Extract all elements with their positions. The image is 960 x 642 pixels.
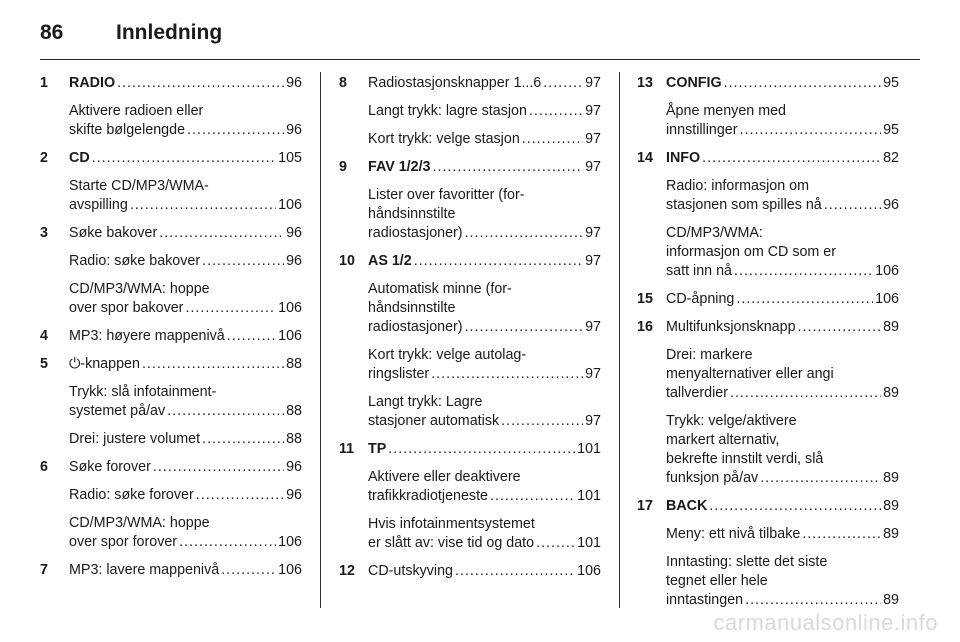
- subentry-page: 97: [585, 225, 601, 241]
- subentry-line: markert alternativ,: [666, 432, 780, 448]
- subentry-text: Langt trykk: lagre stasjon: [368, 103, 527, 119]
- entry-label: Søke forover: [69, 459, 151, 475]
- entry-number: 3: [40, 225, 48, 241]
- entry-number: 6: [40, 459, 48, 475]
- subentry-line: bekrefte innstilt verdi, slå: [666, 451, 824, 467]
- subentry-text: funksjon på/av: [666, 470, 759, 486]
- leader-dots: [196, 486, 284, 505]
- subentry-line: Langt trykk: Lagre: [368, 394, 483, 410]
- subentry-line: Lister over favoritter (for-: [368, 187, 525, 203]
- subentry-text: over spor bakover: [69, 300, 184, 316]
- subentry-page: 95: [883, 122, 899, 138]
- subentry-line: Trykk: velge/aktivere: [666, 413, 797, 429]
- subentry-page: 89: [883, 592, 899, 608]
- index-subentry: [339, 515, 601, 553]
- entry-body: [69, 458, 302, 477]
- subentry-page: 97: [585, 131, 601, 147]
- entry-body: [69, 224, 302, 243]
- subentry-text: avspilling: [69, 197, 128, 213]
- subentry-page: 88: [286, 403, 302, 419]
- entry-line: [69, 74, 302, 93]
- index-subentry: [637, 346, 899, 403]
- subentry-page: 89: [883, 526, 899, 542]
- index-subentry: [339, 130, 601, 149]
- entry-label: CD-åpning: [666, 291, 735, 307]
- subentry-text: er slått av: vise tid og dato: [368, 535, 535, 551]
- index-entry: [339, 440, 601, 459]
- leader-dots: [543, 74, 583, 93]
- entry-number: 10: [339, 253, 355, 269]
- entry-label: MP3: lavere mappenivå: [69, 562, 220, 578]
- leader-dots: [117, 74, 284, 93]
- index-subentry: [339, 468, 601, 506]
- subentry-last-line: [666, 262, 899, 281]
- subentry-last-line: [368, 318, 601, 337]
- entry-number: 11: [339, 441, 355, 457]
- subentry-line: Åpne menyen med: [666, 103, 787, 119]
- subentry-last-line: [69, 252, 302, 271]
- subentry-line: Hvis infotainmentsystemet: [368, 516, 535, 532]
- entry-number: 1: [40, 75, 48, 91]
- subentry-text: inntastingen: [666, 592, 744, 608]
- leader-dots: [187, 121, 284, 140]
- subentry-text: stasjoner automatisk: [368, 413, 500, 429]
- page-title: Innledning: [116, 21, 223, 44]
- entry-label: Multifunksjonsknapp: [666, 319, 796, 335]
- entry-line: [69, 327, 302, 346]
- subentry-last-line: [666, 121, 899, 140]
- subentry-last-line: [69, 430, 302, 449]
- entry-line: [666, 318, 899, 337]
- entry-label: TP: [368, 441, 387, 457]
- entry-label: BACK: [666, 498, 708, 514]
- subentry-last-line: [368, 130, 601, 149]
- entry-page: 88: [286, 356, 302, 372]
- leader-dots: [202, 430, 284, 449]
- subentry-line: informasjon om CD som er: [666, 244, 837, 260]
- subentry-text: radiostasjoner): [368, 225, 463, 241]
- entry-line: [69, 561, 302, 580]
- column-divider: [619, 72, 620, 608]
- index-subentry: [637, 224, 899, 281]
- index-subentry: [339, 102, 601, 121]
- subentry-page: 96: [883, 197, 899, 213]
- subentry-last-line: [368, 365, 601, 384]
- entry-line: [666, 497, 899, 516]
- leader-dots: [709, 497, 881, 516]
- page-number: 86: [40, 21, 64, 44]
- column-divider: [320, 72, 321, 608]
- entry-page: 96: [286, 225, 302, 241]
- subentry-last-line: [666, 591, 899, 610]
- index-subentry: [339, 393, 601, 431]
- index-subentry: [40, 486, 302, 505]
- subentry-last-line: [368, 102, 601, 121]
- entry-body: [666, 149, 899, 168]
- entry-line: [69, 224, 302, 243]
- entry-page: 106: [278, 328, 302, 344]
- subentry-last-line: [69, 533, 302, 552]
- leader-dots: [153, 458, 284, 477]
- entry-line: [666, 149, 899, 168]
- entry-line: [666, 290, 899, 309]
- leader-dots: [159, 224, 284, 243]
- subentry-page: 97: [585, 366, 601, 382]
- leader-dots: [167, 402, 284, 421]
- subentry-line: Aktivere radioen eller: [69, 103, 204, 119]
- subentry-text: Meny: ett nivå tilbake: [666, 526, 801, 542]
- leader-dots: [824, 196, 881, 215]
- entry-body: [69, 327, 302, 346]
- entry-number: 7: [40, 562, 48, 578]
- entry-body: [69, 355, 302, 374]
- subentry-last-line: [69, 299, 302, 318]
- leader-dots: [760, 469, 881, 488]
- subentry-text: Kort trykk: velge stasjon: [368, 131, 520, 147]
- index-column-3: [637, 74, 899, 610]
- index-column-2: [339, 74, 601, 581]
- leader-dots: [522, 130, 583, 149]
- entry-page: 96: [286, 75, 302, 91]
- leader-dots: [501, 412, 583, 431]
- subentry-last-line: [69, 402, 302, 421]
- index-entry: [40, 327, 302, 346]
- subentry-last-line: [666, 469, 899, 488]
- subentry-line: Radio: informasjon om: [666, 178, 810, 194]
- subentry-text: skifte bølgelengde: [69, 122, 186, 138]
- entry-body: [69, 74, 302, 93]
- subentry-last-line: [368, 534, 601, 553]
- entry-line: [69, 149, 302, 168]
- subentry-line: Inntasting: slette det siste: [666, 554, 828, 570]
- leader-dots: [455, 562, 575, 581]
- entry-label: Søke bakover: [69, 225, 158, 241]
- index-entry: [40, 561, 302, 580]
- entry-body: [666, 497, 899, 516]
- entry-line: [368, 74, 601, 93]
- entry-body: [368, 252, 601, 271]
- subentry-line: håndsinnstilte: [368, 300, 456, 316]
- entry-body: [368, 74, 601, 93]
- index-subentry: [40, 430, 302, 449]
- leader-dots: [730, 384, 881, 403]
- subentry-page: 97: [585, 103, 601, 119]
- entry-label: FAV 1/2/3: [368, 159, 431, 175]
- index-subentry: [339, 346, 601, 384]
- subentry-page: 96: [286, 253, 302, 269]
- entry-label: CD: [69, 150, 90, 166]
- subentry-last-line: [69, 121, 302, 140]
- entry-number: 5: [40, 356, 48, 372]
- subentry-last-line: [368, 224, 601, 243]
- index-entry: [339, 74, 601, 93]
- index-subentry: [40, 514, 302, 552]
- subentry-text: Drei: justere volumet: [69, 431, 201, 447]
- subentry-last-line: [666, 196, 899, 215]
- entry-line: [368, 158, 601, 177]
- entry-body: [666, 74, 899, 93]
- leader-dots: [536, 534, 575, 553]
- leader-dots: [179, 533, 276, 552]
- leader-dots: [433, 158, 584, 177]
- subentry-page: 89: [883, 385, 899, 401]
- subentry-page: 106: [278, 197, 302, 213]
- index-entry: [637, 74, 899, 93]
- leader-dots: [734, 262, 873, 281]
- subentry-line: Drei: markere: [666, 347, 753, 363]
- subentry-line: CD/MP3/WMA: hoppe: [69, 281, 210, 297]
- subentry-line: Aktivere eller deaktivere: [368, 469, 521, 485]
- leader-dots: [529, 102, 583, 121]
- leader-dots: [465, 224, 584, 243]
- subentry-line: menyalternativer eller angi: [666, 366, 834, 382]
- entry-label: Radiostasjonsknapper 1...6: [368, 75, 542, 91]
- subentry-text: trafikkradiotjeneste: [368, 488, 488, 504]
- entry-body: [666, 290, 899, 309]
- entry-label: AS 1/2: [368, 253, 412, 269]
- leader-dots: [465, 318, 584, 337]
- entry-label: RADIO: [69, 75, 116, 91]
- subentry-text: ringslister: [368, 366, 430, 382]
- index-subentry: [40, 177, 302, 215]
- index-subentry: [339, 186, 601, 243]
- subentry-line: håndsinnstilte: [368, 206, 456, 222]
- entry-label: INFO: [666, 150, 701, 166]
- index-subentry: [637, 412, 899, 488]
- entry-body: [69, 149, 302, 168]
- leader-dots: [92, 149, 276, 168]
- subentry-page: 101: [577, 535, 601, 551]
- subentry-text: Radio: søke bakover: [69, 253, 201, 269]
- index-entry: [40, 355, 302, 374]
- index-subentry: [339, 280, 601, 337]
- header-rule: [40, 59, 920, 60]
- subentry-page: 88: [286, 431, 302, 447]
- subentry-text: stasjonen som spilles nå: [666, 197, 822, 213]
- entry-number: 12: [339, 563, 355, 579]
- subentry-page: 97: [585, 319, 601, 335]
- subentry-line: Starte CD/MP3/WMA-: [69, 178, 209, 194]
- subentry-page: 106: [875, 263, 899, 279]
- subentry-page: 97: [585, 413, 601, 429]
- subentry-line: tegnet eller hele: [666, 573, 768, 589]
- index-entry: [339, 252, 601, 271]
- index-subentry: [40, 252, 302, 271]
- subentry-last-line: [69, 196, 302, 215]
- subentry-page: 106: [278, 300, 302, 316]
- subentry-last-line: [368, 412, 601, 431]
- index-entry: [637, 149, 899, 168]
- subentry-last-line: [666, 525, 899, 544]
- leader-dots: [142, 355, 284, 374]
- subentry-page: 89: [883, 470, 899, 486]
- entry-number: 14: [637, 150, 653, 166]
- index-subentry: [40, 280, 302, 318]
- subentry-line: CD/MP3/WMA: hoppe: [69, 515, 210, 531]
- entry-line: [368, 562, 601, 581]
- subentry-last-line: [368, 487, 601, 506]
- subentry-line: Automatisk minne (for-: [368, 281, 512, 297]
- subentry-page: 96: [286, 122, 302, 138]
- entry-number: 16: [637, 319, 653, 335]
- leader-dots: [798, 318, 882, 337]
- entry-number: 2: [40, 150, 48, 166]
- index-column-1: [40, 74, 302, 580]
- subentry-text: Radio: søke forover: [69, 487, 194, 503]
- leader-dots: [724, 74, 881, 93]
- leader-dots: [740, 121, 882, 140]
- page-header: [40, 18, 222, 48]
- leader-dots: [227, 327, 276, 346]
- entry-label: CONFIG: [666, 75, 722, 91]
- index-subentry: [637, 553, 899, 610]
- leader-dots: [745, 591, 881, 610]
- index-subentry: [637, 102, 899, 140]
- leader-dots: [736, 290, 873, 309]
- subentry-page: 96: [286, 487, 302, 503]
- entry-page: 97: [585, 75, 601, 91]
- index-entry: [637, 290, 899, 309]
- subentry-text: innstillinger: [666, 122, 738, 138]
- entry-page: 106: [875, 291, 899, 307]
- entry-body: [666, 318, 899, 337]
- index-entry: [40, 149, 302, 168]
- index-subentry: [637, 525, 899, 544]
- leader-dots: [388, 440, 575, 459]
- subentry-text: radiostasjoner): [368, 319, 463, 335]
- subentry-text: over spor forover: [69, 534, 178, 550]
- subentry-last-line: [69, 486, 302, 505]
- entry-label: MP3: høyere mappenivå: [69, 328, 225, 344]
- index-subentry: [40, 383, 302, 421]
- index-subentry: [40, 102, 302, 140]
- entry-line: [368, 440, 601, 459]
- leader-dots: [431, 365, 583, 384]
- entry-page: 101: [577, 441, 601, 457]
- subentry-text: tallverdier: [666, 385, 728, 401]
- leader-dots: [490, 487, 575, 506]
- entry-body: [368, 158, 601, 177]
- entry-number: 8: [339, 75, 347, 91]
- entry-number: 17: [637, 498, 653, 514]
- entry-number: 15: [637, 291, 653, 307]
- index-entry: [40, 458, 302, 477]
- entry-page: 106: [278, 562, 302, 578]
- leader-dots: [202, 252, 284, 271]
- entry-label: CD-utskyving: [368, 563, 454, 579]
- leader-dots: [414, 252, 583, 271]
- entry-body: [368, 440, 601, 459]
- entry-line: [69, 458, 302, 477]
- entry-label: ⏻-knappen: [69, 356, 140, 372]
- leader-dots: [185, 299, 276, 318]
- entry-page: 82: [883, 150, 899, 166]
- entry-body: [69, 561, 302, 580]
- subentry-line: Kort trykk: velge autolag-: [368, 347, 527, 363]
- subentry-page: 101: [577, 488, 601, 504]
- entry-page: 96: [286, 459, 302, 475]
- entry-page: 89: [883, 498, 899, 514]
- index-subentry: [637, 177, 899, 215]
- subentry-text: satt inn nå: [666, 263, 732, 279]
- leader-dots: [221, 561, 276, 580]
- leader-dots: [702, 149, 881, 168]
- entry-number: 9: [339, 159, 347, 175]
- entry-page: 89: [883, 319, 899, 335]
- index-entry: [40, 224, 302, 243]
- index-entry: [339, 158, 601, 177]
- watermark: carmanualsonline.info: [713, 610, 938, 635]
- entry-page: 97: [585, 159, 601, 175]
- entry-page: 105: [278, 150, 302, 166]
- index-entry: [339, 562, 601, 581]
- entry-line: [666, 74, 899, 93]
- subentry-last-line: [666, 384, 899, 403]
- entry-number: 4: [40, 328, 48, 344]
- index-entry: [637, 497, 899, 516]
- index-entry: [40, 74, 302, 93]
- entry-line: [368, 252, 601, 271]
- leader-dots: [802, 525, 881, 544]
- entry-page: 95: [883, 75, 899, 91]
- entry-body: [368, 562, 601, 581]
- subentry-line: CD/MP3/WMA:: [666, 225, 763, 241]
- entry-line: [69, 355, 302, 374]
- subentry-page: 106: [278, 534, 302, 550]
- entry-number: 13: [637, 75, 653, 91]
- subentry-line: Trykk: slå infotainment-: [69, 384, 217, 400]
- entry-page: 106: [577, 563, 601, 579]
- index-entry: [637, 318, 899, 337]
- subentry-text: systemet på/av: [69, 403, 166, 419]
- leader-dots: [130, 196, 276, 215]
- entry-page: 97: [585, 253, 601, 269]
